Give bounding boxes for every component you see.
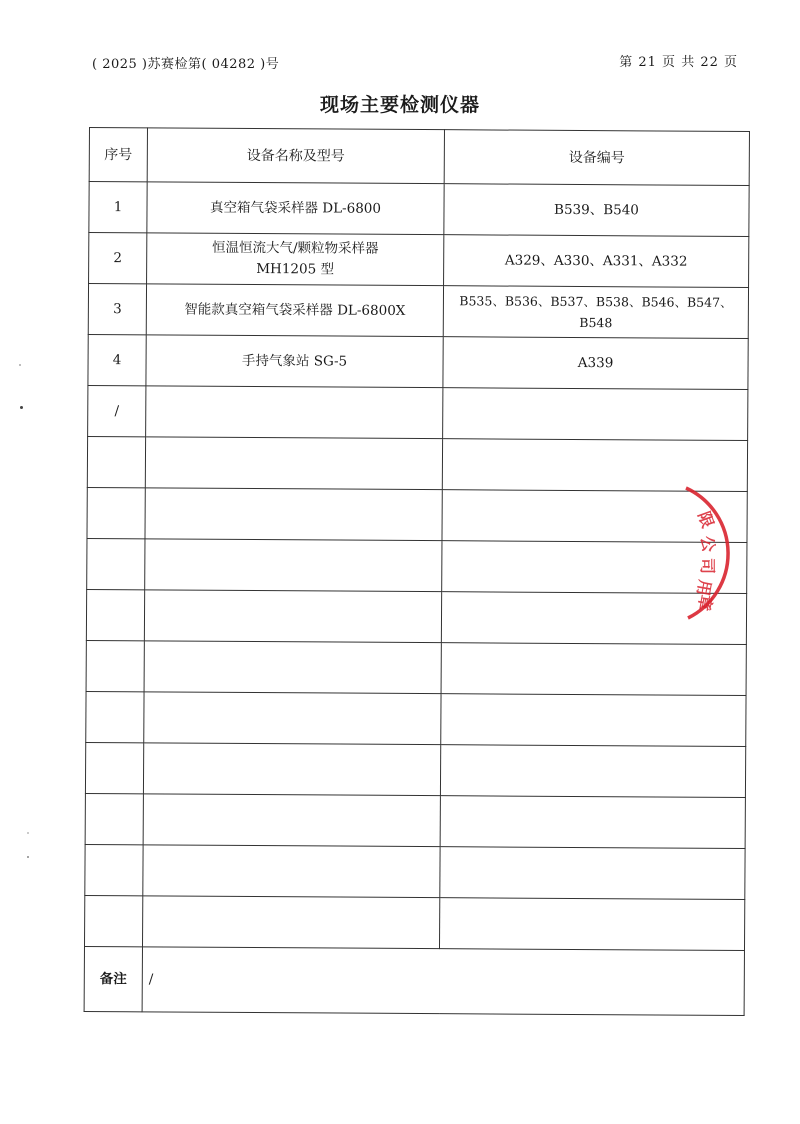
cell-code xyxy=(440,847,745,900)
table-row xyxy=(87,538,747,593)
cell-code: B539、B540 xyxy=(444,184,749,237)
cell-name xyxy=(145,488,442,541)
page-indicator: 第 21 页 共 22 页 xyxy=(619,55,738,70)
stamp-character: 公 xyxy=(697,534,719,554)
cell-code xyxy=(439,898,744,951)
cell-name: 智能款真空箱气袋采样器 DL-6800X xyxy=(146,284,443,337)
cell-seq xyxy=(85,793,143,844)
cell-name: 手持气象站 SG-5 xyxy=(146,335,443,388)
scan-speck xyxy=(19,364,21,366)
table-row xyxy=(88,385,748,440)
table-row xyxy=(85,742,745,797)
equipment-table-container xyxy=(84,127,749,1016)
cell-seq: 4 xyxy=(88,334,146,385)
cell-seq: 1 xyxy=(89,182,147,233)
cell-name xyxy=(143,743,440,796)
cell-code xyxy=(443,388,748,441)
table-row xyxy=(84,895,744,950)
cell-code xyxy=(442,541,747,594)
cell-name xyxy=(143,794,440,847)
remarks-row xyxy=(84,946,744,1015)
cell-seq xyxy=(86,640,144,691)
document-number: ( 2025 )苏赛检第( 04282 )号 xyxy=(92,57,280,72)
header-code: 设备编号 xyxy=(444,130,749,186)
cell-code xyxy=(440,796,745,849)
remarks-label: 备注 xyxy=(84,946,142,1011)
cell-name xyxy=(144,692,441,745)
scan-speck xyxy=(27,856,29,858)
cell-seq: 3 xyxy=(88,284,146,335)
cell-code: A339 xyxy=(443,337,748,390)
cell-name xyxy=(146,386,443,439)
cell-seq xyxy=(85,844,143,895)
cell-name xyxy=(142,896,439,949)
cell-code xyxy=(442,490,747,543)
cell-name xyxy=(144,590,441,643)
table-row xyxy=(88,334,748,389)
cell-code xyxy=(442,439,747,492)
table-row xyxy=(88,284,748,339)
cell-name xyxy=(145,539,442,592)
cell-seq: / xyxy=(88,385,146,436)
scan-speck xyxy=(27,832,29,834)
equipment-table xyxy=(84,127,750,1016)
cell-seq xyxy=(86,589,144,640)
table-header-row xyxy=(89,128,749,186)
stamp-character: 章 xyxy=(694,593,716,613)
stamp-character: 用 xyxy=(693,578,715,598)
table-row xyxy=(86,640,746,695)
cell-code xyxy=(440,745,745,798)
table-row xyxy=(86,691,746,746)
cell-seq xyxy=(87,487,145,538)
cell-code xyxy=(441,694,746,747)
cell-name: 真空箱气袋采样器 DL-6800 xyxy=(147,182,444,235)
cell-code: A329、A330、A331、A332 xyxy=(444,235,749,288)
scan-speck xyxy=(20,406,23,409)
cell-code xyxy=(441,592,746,645)
cell-seq xyxy=(87,436,145,487)
table-row xyxy=(87,487,747,542)
remarks-value: / xyxy=(142,947,744,1016)
cell-name xyxy=(144,641,441,694)
stamp-character: 司 xyxy=(698,558,717,575)
cell-seq xyxy=(85,742,143,793)
table-row xyxy=(85,844,745,899)
page-title: 现场主要检测仪器 xyxy=(319,94,480,116)
cell-name: 恒温恒流大气/颗粒物采样器 MH1205 型 xyxy=(147,233,444,286)
header-seq: 序号 xyxy=(89,128,147,182)
cell-seq xyxy=(84,895,142,946)
cell-code: B535、B536、B537、B538、B546、B547、B548 xyxy=(443,286,748,339)
cell-code xyxy=(441,643,746,696)
table-row xyxy=(89,182,749,237)
cell-seq xyxy=(86,691,144,742)
table-row xyxy=(87,436,747,491)
table-row xyxy=(86,589,746,644)
cell-name xyxy=(145,437,442,490)
cell-name xyxy=(143,845,440,898)
cell-seq: 2 xyxy=(89,233,147,284)
table-row xyxy=(89,233,749,288)
cell-seq xyxy=(87,538,145,589)
stamp-character: 限 xyxy=(694,508,718,531)
header-name: 设备名称及型号 xyxy=(147,128,444,184)
table-row xyxy=(85,793,745,848)
